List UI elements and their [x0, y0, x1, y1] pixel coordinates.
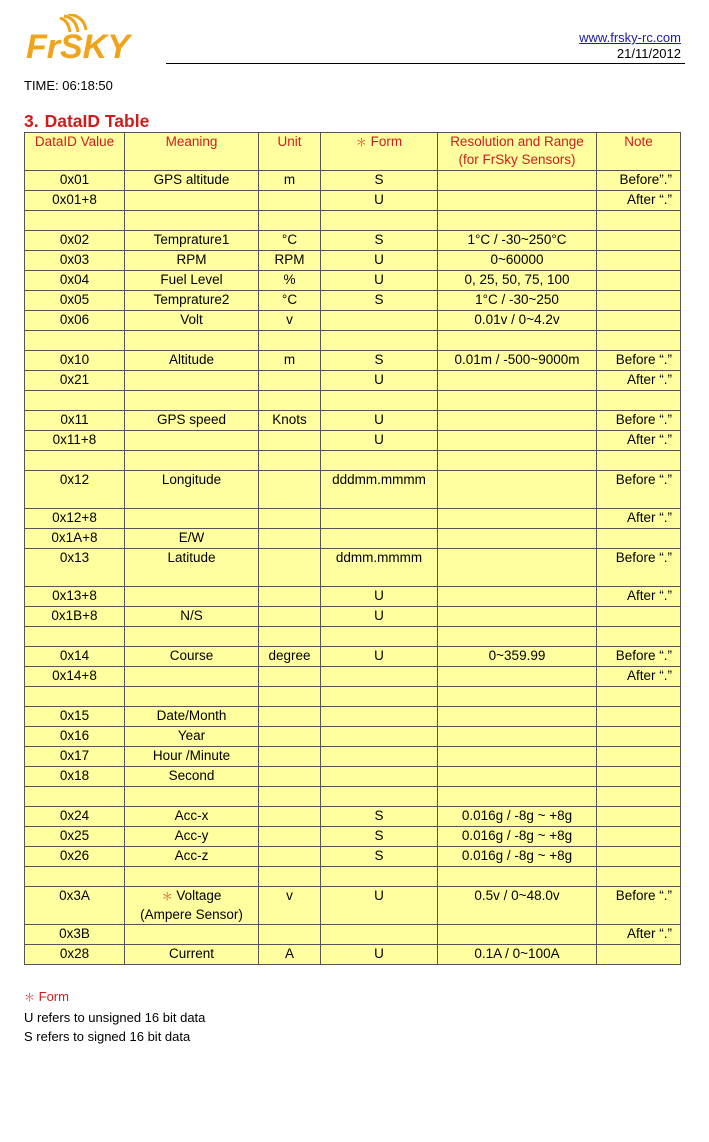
cell-dataid: 0x21	[25, 371, 125, 391]
cell-form: S	[321, 807, 438, 827]
cell-meaning: GPS altitude	[125, 171, 259, 191]
header-meaning: Meaning	[125, 133, 259, 171]
cell-note	[597, 945, 681, 965]
cell-resolution	[438, 925, 597, 945]
cell-dataid: 0x14+8	[25, 667, 125, 687]
cell-resolution: 0.016g / -8g ~ +8g	[438, 827, 597, 847]
table-row	[25, 411, 681, 431]
cell-unit: v	[259, 311, 321, 331]
cell-meaning: Acc-x	[125, 807, 259, 827]
cell-unit	[259, 767, 321, 787]
frsky-logo	[24, 14, 174, 66]
table-row	[25, 371, 681, 391]
cell-resolution	[438, 747, 597, 767]
cell-resolution: 1°C / -30~250°C	[438, 231, 597, 251]
cell-resolution: 0~359.99	[438, 647, 597, 667]
table-row	[25, 925, 681, 945]
cell-resolution: 0, 25, 50, 75, 100	[438, 271, 597, 291]
cell-form: ddmm.mmmm	[321, 549, 438, 587]
cell-dataid: 0x11+8	[25, 431, 125, 451]
cell-form: U	[321, 251, 438, 271]
table-row	[25, 647, 681, 667]
cell-unit: v	[259, 887, 321, 925]
cell-resolution	[438, 431, 597, 451]
cell-resolution	[438, 867, 597, 887]
cell-unit	[259, 747, 321, 767]
cell-unit	[259, 847, 321, 867]
cell-unit	[259, 667, 321, 687]
cell-meaning: Temprature2	[125, 291, 259, 311]
cell-resolution: 0.016g / -8g ~ +8g	[438, 847, 597, 867]
cell-form: S	[321, 291, 438, 311]
table-row	[25, 451, 681, 471]
header-resolution-line2: (for FrSky Sensors)	[458, 152, 576, 167]
cell-meaning	[125, 191, 259, 211]
cell-unit: °C	[259, 231, 321, 251]
cell-note	[597, 867, 681, 887]
cell-resolution: 0.01v / 0~4.2v	[438, 311, 597, 331]
cell-resolution	[438, 587, 597, 607]
table-row	[25, 509, 681, 529]
cell-resolution	[438, 687, 597, 707]
cell-form	[321, 667, 438, 687]
cell-meaning: Current	[125, 945, 259, 965]
header-info	[579, 30, 681, 62]
cell-form	[321, 451, 438, 471]
cell-dataid: 0x10	[25, 351, 125, 371]
cell-form: U	[321, 411, 438, 431]
cell-meaning: Year	[125, 727, 259, 747]
cell-unit	[259, 867, 321, 887]
cell-unit	[259, 925, 321, 945]
cell-form: S	[321, 171, 438, 191]
cell-note	[597, 529, 681, 549]
cell-note	[597, 291, 681, 311]
section-title	[24, 111, 149, 132]
cell-unit	[259, 391, 321, 411]
cell-form: U	[321, 945, 438, 965]
cell-meaning	[125, 431, 259, 451]
cell-meaning: RPM	[125, 251, 259, 271]
table-row	[25, 251, 681, 271]
cell-dataid	[25, 867, 125, 887]
cell-dataid: 0x25	[25, 827, 125, 847]
cell-note	[597, 747, 681, 767]
cell-meaning	[125, 627, 259, 647]
cell-dataid: 0x16	[25, 727, 125, 747]
cell-note	[597, 687, 681, 707]
cell-note: Before “.”	[597, 549, 681, 587]
cell-dataid: 0x12	[25, 471, 125, 509]
cell-note	[597, 707, 681, 727]
cell-form	[321, 767, 438, 787]
footnote-line: S refers to signed 16 bit data	[24, 1029, 191, 1044]
cell-form: S	[321, 847, 438, 867]
cell-meaning: Fuel Level	[125, 271, 259, 291]
cell-resolution	[438, 391, 597, 411]
cell-unit	[259, 451, 321, 471]
table-row	[25, 607, 681, 627]
cell-resolution	[438, 607, 597, 627]
cell-note	[597, 211, 681, 231]
cell-unit	[259, 471, 321, 509]
cell-dataid: 0x01+8	[25, 191, 125, 211]
cell-unit	[259, 549, 321, 587]
cell-dataid: 0x12+8	[25, 509, 125, 529]
table-row	[25, 767, 681, 787]
cell-unit: Knots	[259, 411, 321, 431]
cell-dataid: 0x06	[25, 311, 125, 331]
cell-form	[321, 391, 438, 411]
cell-meaning: Hour /Minute	[125, 747, 259, 767]
cell-note: After “.”	[597, 587, 681, 607]
cell-form	[321, 787, 438, 807]
cell-dataid: 0x3A	[25, 887, 125, 925]
cell-resolution	[438, 767, 597, 787]
cell-dataid	[25, 627, 125, 647]
table-body	[25, 171, 681, 965]
header-form-label: Form	[370, 134, 403, 149]
table-row	[25, 827, 681, 847]
cell-note	[597, 727, 681, 747]
cell-form: U	[321, 607, 438, 627]
cell-resolution	[438, 509, 597, 529]
cell-form: U	[321, 271, 438, 291]
cell-dataid: 0x02	[25, 231, 125, 251]
header-divider	[166, 63, 685, 64]
cell-resolution	[438, 191, 597, 211]
cell-unit	[259, 727, 321, 747]
table-row	[25, 587, 681, 607]
cell-unit: degree	[259, 647, 321, 667]
asterisk-icon: ＊	[161, 891, 173, 903]
dataid-table	[24, 132, 681, 965]
cell-unit	[259, 331, 321, 351]
cell-meaning	[125, 887, 259, 925]
cell-resolution	[438, 371, 597, 391]
cell-meaning: Temprature1	[125, 231, 259, 251]
cell-unit	[259, 529, 321, 549]
table-row	[25, 529, 681, 549]
cell-note	[597, 451, 681, 471]
cell-unit	[259, 509, 321, 529]
table-row	[25, 727, 681, 747]
cell-dataid: 0x04	[25, 271, 125, 291]
cell-unit	[259, 371, 321, 391]
cell-resolution	[438, 667, 597, 687]
cell-form	[321, 687, 438, 707]
cell-resolution: 0.016g / -8g ~ +8g	[438, 807, 597, 827]
table-row	[25, 291, 681, 311]
cell-resolution: 1°C / -30~250	[438, 291, 597, 311]
cell-dataid: 0x05	[25, 291, 125, 311]
cell-meaning	[125, 925, 259, 945]
cell-dataid	[25, 211, 125, 231]
cell-form	[321, 867, 438, 887]
cell-resolution	[438, 549, 597, 587]
cell-dataid: 0x13	[25, 549, 125, 587]
table-row	[25, 311, 681, 331]
cell-note: After “.”	[597, 191, 681, 211]
cell-form: S	[321, 351, 438, 371]
cell-meaning: E/W	[125, 529, 259, 549]
cell-resolution	[438, 707, 597, 727]
cell-dataid: 0x01	[25, 171, 125, 191]
cell-resolution	[438, 411, 597, 431]
cell-note	[597, 767, 681, 787]
cell-unit	[259, 627, 321, 647]
cell-meaning	[125, 211, 259, 231]
cell-form: U	[321, 431, 438, 451]
cell-resolution	[438, 529, 597, 549]
cell-meaning: GPS speed	[125, 411, 259, 431]
cell-unit: A	[259, 945, 321, 965]
cell-unit: °C	[259, 291, 321, 311]
cell-note	[597, 331, 681, 351]
cell-meaning: Acc-y	[125, 827, 259, 847]
cell-resolution: 0.5v / 0~48.0v	[438, 887, 597, 925]
cell-note: Before “.”	[597, 351, 681, 371]
cell-note: After “.”	[597, 667, 681, 687]
section-number: 3.	[24, 111, 39, 131]
cell-form: U	[321, 647, 438, 667]
cell-dataid: 0x1B+8	[25, 607, 125, 627]
time-stamp: TIME: 06:18:50	[24, 78, 113, 93]
footnote-heading-text: Form	[38, 989, 69, 1004]
footnote-line: U refers to unsigned 16 bit data	[24, 1010, 206, 1025]
table-row	[25, 667, 681, 687]
table-row	[25, 191, 681, 211]
cell-dataid: 0x15	[25, 707, 125, 727]
table-row	[25, 231, 681, 251]
cell-meaning	[125, 391, 259, 411]
cell-form	[321, 747, 438, 767]
cell-resolution: 0~60000	[438, 251, 597, 271]
asterisk-icon: ＊	[355, 137, 367, 149]
cell-resolution	[438, 471, 597, 509]
cell-meaning	[125, 451, 259, 471]
website-link[interactable]: www.frsky-rc.com	[579, 30, 681, 45]
table-row	[25, 471, 681, 509]
header-form	[321, 133, 438, 171]
cell-meaning: Volt	[125, 311, 259, 331]
cell-dataid: 0x18	[25, 767, 125, 787]
cell-dataid	[25, 787, 125, 807]
cell-note: After “.”	[597, 925, 681, 945]
cell-form	[321, 331, 438, 351]
cell-unit	[259, 827, 321, 847]
cell-meaning	[125, 787, 259, 807]
cell-meaning: Acc-z	[125, 847, 259, 867]
cell-unit: m	[259, 351, 321, 371]
cell-form	[321, 627, 438, 647]
cell-note	[597, 391, 681, 411]
cell-form	[321, 509, 438, 529]
cell-resolution	[438, 451, 597, 471]
cell-unit	[259, 191, 321, 211]
cell-meaning: Course	[125, 647, 259, 667]
cell-dataid	[25, 687, 125, 707]
cell-dataid: 0x24	[25, 807, 125, 827]
table-row	[25, 271, 681, 291]
cell-unit	[259, 431, 321, 451]
header-unit: Unit	[259, 133, 321, 171]
cell-unit	[259, 707, 321, 727]
cell-note	[597, 271, 681, 291]
cell-resolution	[438, 211, 597, 231]
cell-meaning	[125, 687, 259, 707]
cell-meaning: Longitude	[125, 471, 259, 509]
table-row	[25, 747, 681, 767]
cell-subtext: (Ampere Sensor)	[140, 907, 243, 922]
cell-resolution	[438, 627, 597, 647]
cell-unit: %	[259, 271, 321, 291]
section-title-text: DataID Table	[44, 111, 150, 131]
table-row	[25, 211, 681, 231]
cell-meaning	[125, 867, 259, 887]
cell-form	[321, 727, 438, 747]
asterisk-icon: ＊	[24, 992, 35, 1004]
cell-unit	[259, 787, 321, 807]
header-note: Note	[597, 133, 681, 171]
cell-dataid	[25, 451, 125, 471]
cell-dataid: 0x03	[25, 251, 125, 271]
cell-note: Before “.”	[597, 471, 681, 509]
cell-note	[597, 311, 681, 331]
cell-form	[321, 925, 438, 945]
logo-text: FrSKY	[26, 28, 130, 66]
cell-note	[597, 627, 681, 647]
cell-resolution: 0.1A / 0~100A	[438, 945, 597, 965]
cell-dataid	[25, 331, 125, 351]
header-resolution	[438, 133, 597, 171]
footnote-heading	[24, 987, 205, 1008]
cell-form: U	[321, 887, 438, 925]
cell-note: Before”.”	[597, 171, 681, 191]
cell-note: Before “.”	[597, 887, 681, 925]
cell-note: Before “.”	[597, 411, 681, 431]
table-header-row	[25, 133, 681, 171]
cell-note: After “.”	[597, 431, 681, 451]
table-row	[25, 787, 681, 807]
cell-form: S	[321, 231, 438, 251]
table-row	[25, 707, 681, 727]
cell-meaning: Altitude	[125, 351, 259, 371]
cell-unit	[259, 607, 321, 627]
cell-resolution	[438, 331, 597, 351]
cell-unit: m	[259, 171, 321, 191]
cell-meaning	[125, 509, 259, 529]
cell-note	[597, 807, 681, 827]
cell-meaning: Second	[125, 767, 259, 787]
cell-form	[321, 211, 438, 231]
cell-dataid: 0x17	[25, 747, 125, 767]
cell-meaning: Latitude	[125, 549, 259, 587]
cell-meaning: N/S	[125, 607, 259, 627]
cell-form	[321, 529, 438, 549]
cell-form: dddmm.mmmm	[321, 471, 438, 509]
cell-text: Voltage	[176, 888, 222, 903]
footnote	[24, 987, 205, 1046]
header-dataid: DataID Value	[25, 133, 125, 171]
table-row	[25, 331, 681, 351]
cell-note	[597, 251, 681, 271]
cell-unit	[259, 687, 321, 707]
table-row	[25, 807, 681, 827]
cell-meaning	[125, 331, 259, 351]
cell-form	[321, 707, 438, 727]
cell-form: S	[321, 827, 438, 847]
table-row	[25, 627, 681, 647]
cell-note: Before “.”	[597, 647, 681, 667]
cell-resolution: 0.01m / -500~9000m	[438, 351, 597, 371]
cell-unit	[259, 807, 321, 827]
cell-unit	[259, 587, 321, 607]
cell-note	[597, 607, 681, 627]
table-row	[25, 945, 681, 965]
table-row	[25, 549, 681, 587]
header-resolution-line1: Resolution and Range	[450, 134, 584, 149]
table-row	[25, 687, 681, 707]
table-row	[25, 431, 681, 451]
header-date: 21/11/2012	[616, 46, 681, 61]
cell-form	[321, 311, 438, 331]
cell-meaning: Date/Month	[125, 707, 259, 727]
cell-form: U	[321, 191, 438, 211]
cell-resolution	[438, 171, 597, 191]
cell-note	[597, 787, 681, 807]
cell-dataid: 0x26	[25, 847, 125, 867]
cell-dataid: 0x3B	[25, 925, 125, 945]
cell-note: After “.”	[597, 371, 681, 391]
cell-note	[597, 231, 681, 251]
cell-resolution	[438, 727, 597, 747]
cell-unit: RPM	[259, 251, 321, 271]
cell-dataid: 0x13+8	[25, 587, 125, 607]
cell-meaning	[125, 371, 259, 391]
table-row	[25, 171, 681, 191]
cell-note	[597, 847, 681, 867]
table-row	[25, 847, 681, 867]
cell-dataid: 0x14	[25, 647, 125, 667]
cell-dataid: 0x28	[25, 945, 125, 965]
cell-resolution	[438, 787, 597, 807]
cell-meaning	[125, 667, 259, 687]
cell-dataid: 0x1A+8	[25, 529, 125, 549]
cell-meaning	[125, 587, 259, 607]
cell-dataid: 0x11	[25, 411, 125, 431]
cell-note: After “.”	[597, 509, 681, 529]
cell-dataid	[25, 391, 125, 411]
cell-form: U	[321, 371, 438, 391]
table-row	[25, 351, 681, 371]
table-row	[25, 391, 681, 411]
table-row	[25, 887, 681, 925]
cell-unit	[259, 211, 321, 231]
cell-note	[597, 827, 681, 847]
table-row	[25, 867, 681, 887]
cell-form: U	[321, 587, 438, 607]
